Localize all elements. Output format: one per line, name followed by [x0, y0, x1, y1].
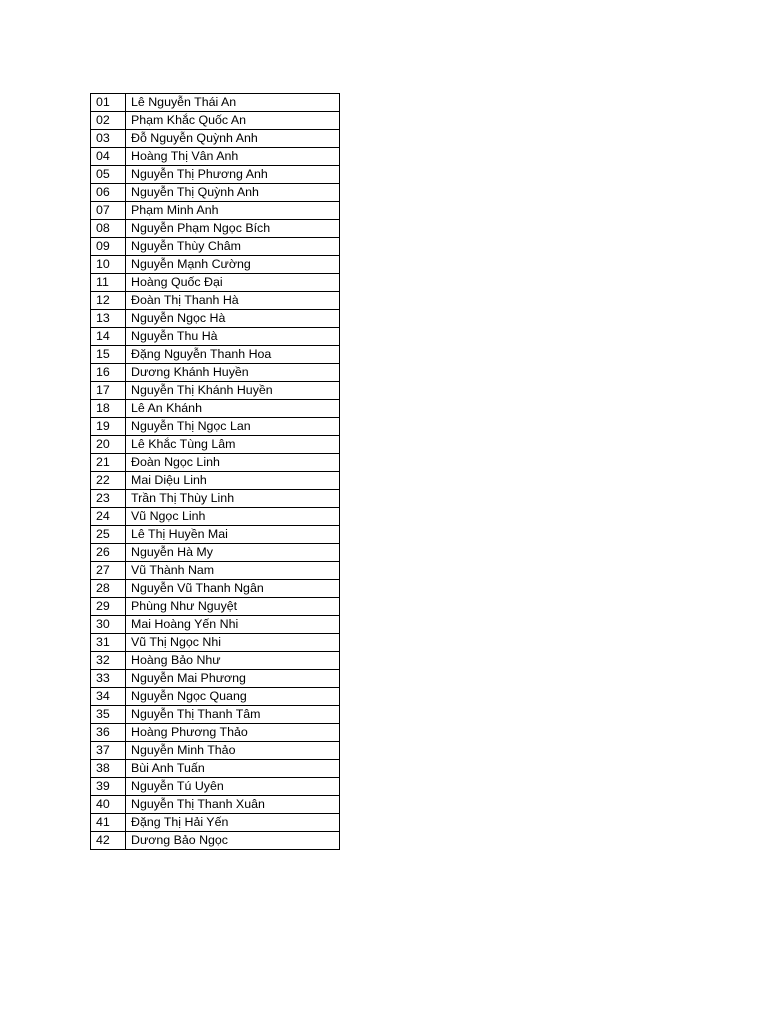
- table-row: [91, 652, 340, 670]
- student-number-cell: 19: [91, 418, 126, 436]
- student-name-cell: Đặng Thị Hải Yến: [126, 814, 340, 832]
- student-name-cell: Đặng Nguyễn Thanh Hoa: [126, 346, 340, 364]
- student-name-cell: Vũ Ngọc Linh: [126, 508, 340, 526]
- student-number-cell: 11: [91, 274, 126, 292]
- student-name-cell: Nguyễn Mạnh Cường: [126, 256, 340, 274]
- table-row: [91, 436, 340, 454]
- table-row: [91, 724, 340, 742]
- student-number-cell: 22: [91, 472, 126, 490]
- table-row: [91, 292, 340, 310]
- table-row: [91, 148, 340, 166]
- student-name-cell: Lê Thị Huyền Mai: [126, 526, 340, 544]
- student-number-cell: 08: [91, 220, 126, 238]
- student-number-cell: 26: [91, 544, 126, 562]
- student-number-cell: 21: [91, 454, 126, 472]
- student-roster-table: [90, 93, 340, 850]
- student-name-cell: Phạm Khắc Quốc An: [126, 112, 340, 130]
- student-name-cell: Nguyễn Thị Phương Anh: [126, 166, 340, 184]
- student-name-cell: Vũ Thành Nam: [126, 562, 340, 580]
- student-number-cell: 01: [91, 94, 126, 112]
- roster-table-body: [91, 94, 340, 850]
- student-number-cell: 27: [91, 562, 126, 580]
- student-name-cell: Bùi Anh Tuấn: [126, 760, 340, 778]
- table-row: [91, 508, 340, 526]
- table-row: [91, 202, 340, 220]
- student-name-cell: Nguyễn Tú Uyên: [126, 778, 340, 796]
- student-number-cell: 17: [91, 382, 126, 400]
- student-number-cell: 12: [91, 292, 126, 310]
- table-row: [91, 796, 340, 814]
- table-row: [91, 562, 340, 580]
- table-row: [91, 328, 340, 346]
- student-name-cell: Nguyễn Phạm Ngọc Bích: [126, 220, 340, 238]
- table-row: [91, 490, 340, 508]
- table-row: [91, 778, 340, 796]
- table-row: [91, 634, 340, 652]
- student-number-cell: 09: [91, 238, 126, 256]
- student-name-cell: Phùng Như Nguyệt: [126, 598, 340, 616]
- student-name-cell: Mai Diệu Linh: [126, 472, 340, 490]
- student-name-cell: Dương Bảo Ngọc: [126, 832, 340, 850]
- student-name-cell: Vũ Thị Ngọc Nhi: [126, 634, 340, 652]
- student-name-cell: Nguyễn Thị Khánh Huyền: [126, 382, 340, 400]
- student-number-cell: 16: [91, 364, 126, 382]
- student-name-cell: Dương Khánh Huyền: [126, 364, 340, 382]
- student-number-cell: 28: [91, 580, 126, 598]
- table-row: [91, 238, 340, 256]
- table-row: [91, 760, 340, 778]
- student-number-cell: 33: [91, 670, 126, 688]
- table-row: [91, 526, 340, 544]
- student-name-cell: Hoàng Thị Vân Anh: [126, 148, 340, 166]
- student-number-cell: 07: [91, 202, 126, 220]
- table-row: [91, 382, 340, 400]
- student-number-cell: 35: [91, 706, 126, 724]
- table-row: [91, 814, 340, 832]
- student-name-cell: Nguyễn Minh Thảo: [126, 742, 340, 760]
- student-number-cell: 36: [91, 724, 126, 742]
- table-row: [91, 454, 340, 472]
- table-row: [91, 544, 340, 562]
- student-name-cell: Lê Nguyễn Thái An: [126, 94, 340, 112]
- student-number-cell: 06: [91, 184, 126, 202]
- table-row: [91, 580, 340, 598]
- table-row: [91, 256, 340, 274]
- student-name-cell: Nguyễn Ngọc Hà: [126, 310, 340, 328]
- student-number-cell: 31: [91, 634, 126, 652]
- student-number-cell: 04: [91, 148, 126, 166]
- table-row: [91, 94, 340, 112]
- student-number-cell: 25: [91, 526, 126, 544]
- student-number-cell: 23: [91, 490, 126, 508]
- student-list-sheet: [90, 93, 339, 850]
- student-name-cell: Nguyễn Thị Quỳnh Anh: [126, 184, 340, 202]
- student-number-cell: 13: [91, 310, 126, 328]
- student-number-cell: 05: [91, 166, 126, 184]
- student-name-cell: Trần Thị Thùy Linh: [126, 490, 340, 508]
- table-row: [91, 616, 340, 634]
- table-row: [91, 688, 340, 706]
- student-number-cell: 03: [91, 130, 126, 148]
- student-name-cell: Hoàng Quốc Đại: [126, 274, 340, 292]
- student-name-cell: Nguyễn Thị Thanh Xuân: [126, 796, 340, 814]
- student-number-cell: 34: [91, 688, 126, 706]
- student-number-cell: 38: [91, 760, 126, 778]
- table-row: [91, 670, 340, 688]
- student-name-cell: Phạm Minh Anh: [126, 202, 340, 220]
- table-row: [91, 364, 340, 382]
- student-number-cell: 24: [91, 508, 126, 526]
- student-name-cell: Hoàng Phương Thảo: [126, 724, 340, 742]
- table-row: [91, 220, 340, 238]
- table-row: [91, 742, 340, 760]
- table-row: [91, 184, 340, 202]
- student-number-cell: 29: [91, 598, 126, 616]
- student-name-cell: Nguyễn Thu Hà: [126, 328, 340, 346]
- student-number-cell: 20: [91, 436, 126, 454]
- student-name-cell: Nguyễn Vũ Thanh Ngân: [126, 580, 340, 598]
- student-name-cell: Nguyễn Ngọc Quang: [126, 688, 340, 706]
- table-row: [91, 418, 340, 436]
- student-name-cell: Đoàn Thị Thanh Hà: [126, 292, 340, 310]
- student-number-cell: 32: [91, 652, 126, 670]
- table-row: [91, 112, 340, 130]
- student-name-cell: Đoàn Ngọc Linh: [126, 454, 340, 472]
- student-name-cell: Nguyễn Mai Phương: [126, 670, 340, 688]
- table-row: [91, 130, 340, 148]
- student-number-cell: 30: [91, 616, 126, 634]
- student-number-cell: 42: [91, 832, 126, 850]
- student-number-cell: 15: [91, 346, 126, 364]
- student-number-cell: 14: [91, 328, 126, 346]
- table-row: [91, 400, 340, 418]
- table-row: [91, 166, 340, 184]
- student-name-cell: Lê An Khánh: [126, 400, 340, 418]
- student-number-cell: 18: [91, 400, 126, 418]
- student-name-cell: Nguyễn Thùy Châm: [126, 238, 340, 256]
- table-row: [91, 346, 340, 364]
- student-number-cell: 37: [91, 742, 126, 760]
- student-name-cell: Lê Khắc Tùng Lâm: [126, 436, 340, 454]
- student-number-cell: 02: [91, 112, 126, 130]
- table-row: [91, 706, 340, 724]
- student-name-cell: Đỗ Nguyễn Quỳnh Anh: [126, 130, 340, 148]
- student-number-cell: 10: [91, 256, 126, 274]
- table-row: [91, 832, 340, 850]
- student-name-cell: Nguyễn Thị Ngọc Lan: [126, 418, 340, 436]
- student-number-cell: 39: [91, 778, 126, 796]
- student-name-cell: Mai Hoàng Yến Nhi: [126, 616, 340, 634]
- student-number-cell: 41: [91, 814, 126, 832]
- table-row: [91, 274, 340, 292]
- table-row: [91, 598, 340, 616]
- table-row: [91, 310, 340, 328]
- student-name-cell: Hoàng Bảo Như: [126, 652, 340, 670]
- student-name-cell: Nguyễn Thị Thanh Tâm: [126, 706, 340, 724]
- student-name-cell: Nguyễn Hà My: [126, 544, 340, 562]
- student-number-cell: 40: [91, 796, 126, 814]
- table-row: [91, 472, 340, 490]
